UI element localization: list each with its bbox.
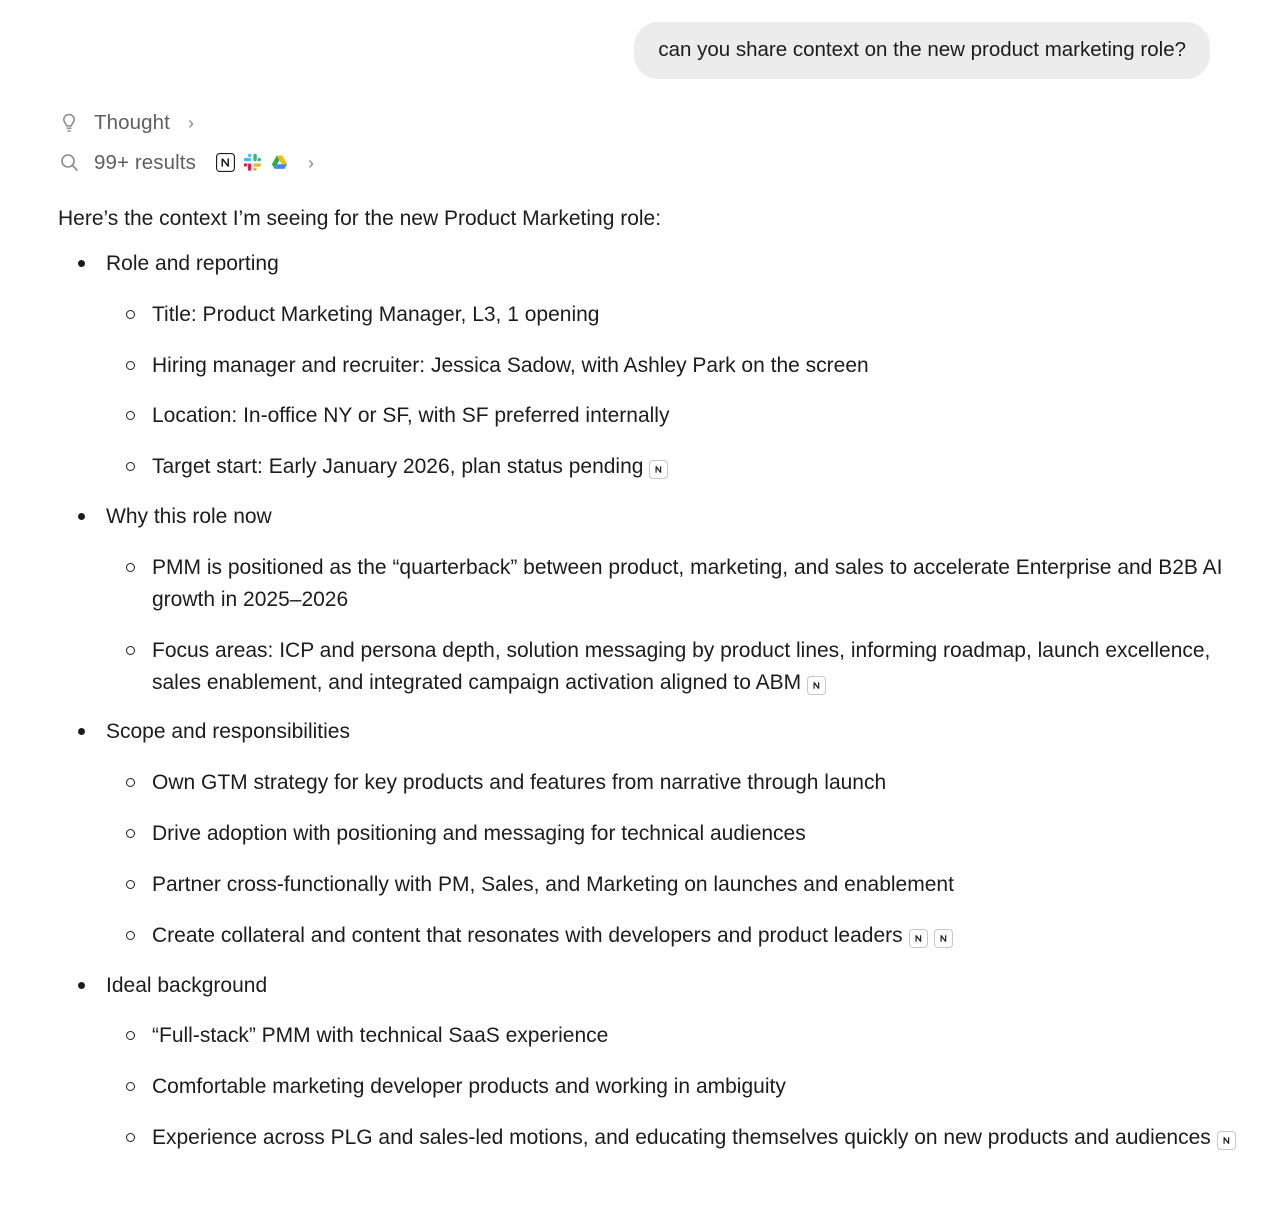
list-item xyxy=(152,552,1237,616)
section-items xyxy=(106,767,1266,952)
list-item-text: Drive adoption with positioning and messaging for technical audiences xyxy=(152,821,806,845)
source-badges xyxy=(216,153,290,173)
slack-icon[interactable] xyxy=(243,153,263,173)
assistant-meta xyxy=(0,111,1266,175)
section-heading: Role and reporting xyxy=(106,252,279,276)
list-item-text: Focus areas: ICP and persona depth, solution messaging by product lines, informing roadmap, launch excellence, sales enablement, and integrated campaign activation aligned to ABM xyxy=(152,638,1211,694)
list-item xyxy=(152,1071,1237,1103)
section-heading: Why this role now xyxy=(106,505,272,529)
list-item xyxy=(152,869,1237,901)
list-item-text: “Full-stack” PMM with technical SaaS experience xyxy=(152,1024,609,1048)
list-item xyxy=(152,299,1237,331)
list-item xyxy=(152,635,1237,699)
list-item-text: Title: Product Marketing Manager, L3, 1 opening xyxy=(152,302,600,326)
section-items xyxy=(106,552,1266,699)
notion-icon[interactable] xyxy=(216,153,236,173)
list-item xyxy=(152,767,1237,799)
list-item xyxy=(152,1020,1237,1052)
list-item-text: Location: In-office NY or SF, with SF preferred internally xyxy=(152,404,670,428)
outline-section xyxy=(106,248,1266,483)
list-item-text: Target start: Early January 2026, plan status pending xyxy=(152,455,644,479)
outline-section xyxy=(106,501,1266,698)
lightbulb-icon xyxy=(58,112,80,134)
outline-section xyxy=(106,970,1266,1154)
list-item-text: Comfortable marketing developer products and working in ambiguity xyxy=(152,1074,786,1098)
list-item-text: Create collateral and content that resonates with developers and product leaders xyxy=(152,923,903,947)
section-heading: Ideal background xyxy=(106,973,268,997)
answer-intro: Here’s the context I’m seeing for the new Product Marketing role: xyxy=(58,206,662,230)
citation-notion-icon[interactable] xyxy=(909,929,928,948)
google-drive-icon[interactable] xyxy=(270,153,290,173)
list-item-text: Hiring manager and recruiter: Jessica Sadow, with Ashley Park on the screen xyxy=(152,353,869,377)
citation-notion-icon[interactable] xyxy=(934,929,953,948)
list-item-text: Partner cross-functionally with PM, Sales, and Marketing on launches and enablement xyxy=(152,872,954,896)
outline-section xyxy=(106,716,1266,951)
thought-row[interactable] xyxy=(58,111,1266,135)
list-item-text: PMM is positioned as the “quarterback” between product, marketing, and sales to accelerate Enterprise and B2B AI growth in 2025–2026 xyxy=(152,555,1223,611)
citation-notion-icon[interactable] xyxy=(807,676,826,695)
list-item xyxy=(152,451,1237,483)
list-item xyxy=(152,920,1237,952)
thought-label: Thought xyxy=(94,110,170,134)
list-item-text: Own GTM strategy for key products and features from narrative through launch xyxy=(152,770,887,794)
chevron-right-icon-results[interactable]: › xyxy=(307,152,314,173)
list-item xyxy=(152,818,1237,850)
list-item xyxy=(152,1122,1237,1154)
list-item-text: Experience across PLG and sales-led motions, and educating themselves quickly on new products and audiences xyxy=(152,1125,1211,1149)
results-count-label: 99+ results xyxy=(94,150,196,174)
chevron-right-icon[interactable]: › xyxy=(187,112,194,133)
citation-notion-icon[interactable] xyxy=(1217,1131,1236,1150)
section-heading: Scope and responsibilities xyxy=(106,720,350,744)
answer-outline xyxy=(0,248,1266,1154)
search-icon xyxy=(58,152,80,174)
user-message-bubble: can you share context on the new product marketing role? xyxy=(634,22,1210,79)
user-message-row xyxy=(0,0,1266,79)
list-item xyxy=(152,400,1237,432)
search-results-row[interactable] xyxy=(58,151,1266,175)
section-items xyxy=(106,1020,1266,1154)
section-items xyxy=(106,299,1266,484)
citation-notion-icon[interactable] xyxy=(649,460,668,479)
list-item xyxy=(152,350,1237,382)
